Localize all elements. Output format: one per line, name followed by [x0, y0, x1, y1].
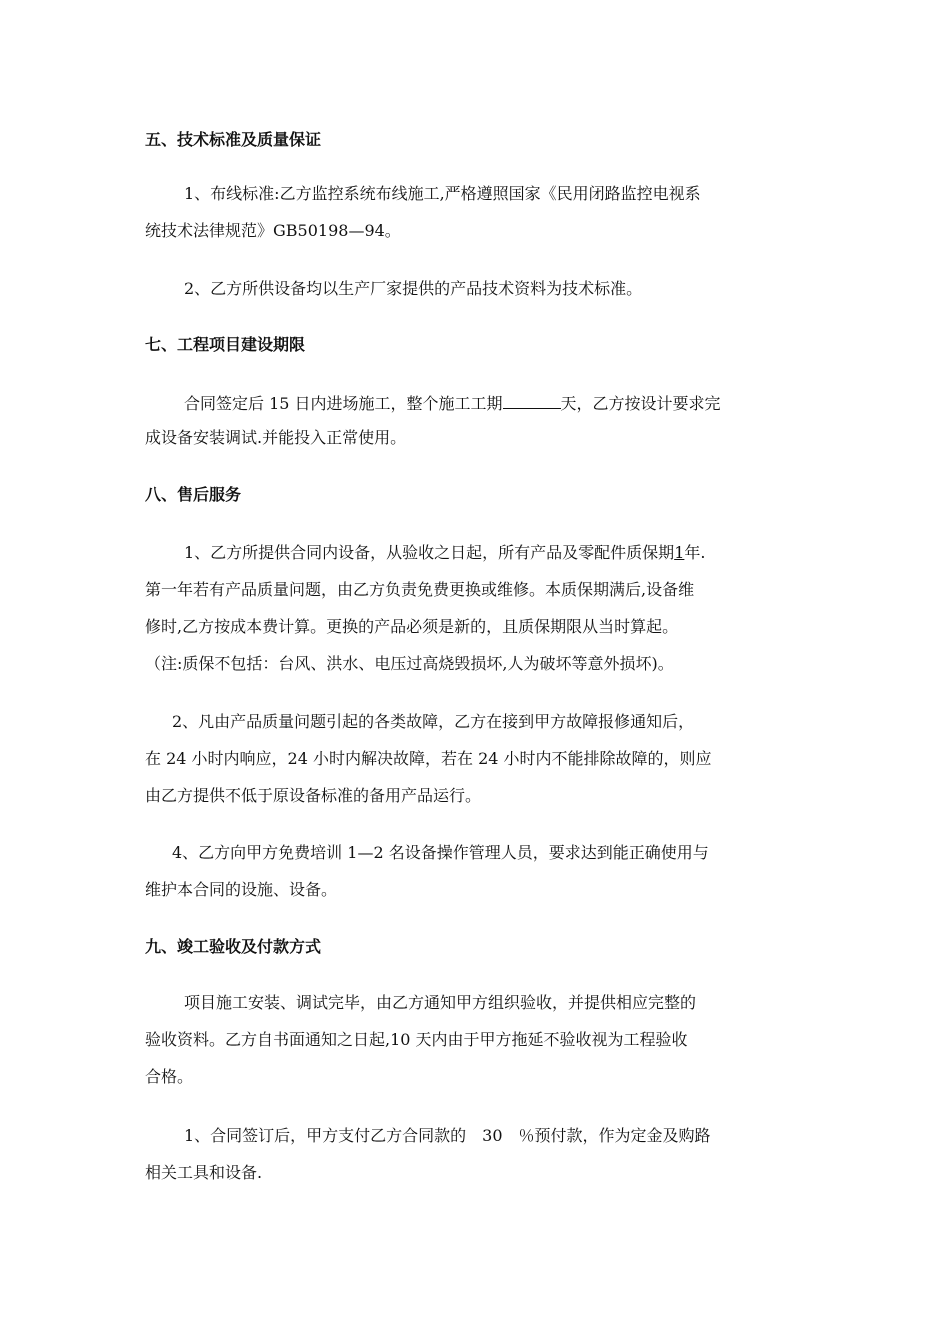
- line-text: 年.: [684, 543, 706, 562]
- paragraph-line: 项目施工安装、调试完毕，由乙方通知甲方组织验收，并提供相应完整的: [184, 993, 697, 1012]
- paragraph-line: 合格。: [145, 1067, 194, 1086]
- section-heading-8: 八、售后服务: [145, 485, 242, 504]
- section-heading-7: 七、工程项目建设期限: [145, 335, 306, 354]
- paragraph-line: [184, 392, 721, 414]
- paragraph-line: 在 24 小时内响应，24 小时内解决故障，若在 24 小时内不能排除故障的，则应: [145, 749, 712, 768]
- line-text: 1、乙方所提供合同内设备，从验收之日起，所有产品及零配件质保期: [184, 543, 675, 562]
- paragraph-line: 统技术法律规范》GB50198—94。: [145, 221, 401, 240]
- paragraph-line: 1、合同签订后，甲方支付乙方合同款的 30 ％预付款，作为定金及购路: [184, 1126, 711, 1145]
- paragraph-line: 由乙方提供不低于原设备标准的备用产品运行。: [145, 786, 482, 805]
- section-heading-5: 五、技术标准及质量保证: [145, 130, 322, 149]
- section-heading-9: 九、竣工验收及付款方式: [145, 937, 322, 956]
- paragraph-line: 2、凡由产品质量问题引起的各类故障，乙方在接到甲方故障报修通知后，: [172, 712, 695, 731]
- line-text: 合同签定后 15 日内进场施工，整个施工工期: [184, 394, 503, 413]
- paragraph-line: 第一年若有产品质量问题，由乙方负责免费更换或维修。本质保期满后,设备维: [145, 580, 695, 599]
- paragraph-line: 成设备安装调试.并能投入正常使用。: [145, 428, 407, 447]
- paragraph-line: 验收资料。乙方自书面通知之日起,10 天内由于甲方拖延不验收视为工程验收: [145, 1030, 688, 1049]
- paragraph-line: [184, 543, 705, 563]
- paragraph-line: 4、乙方向甲方免费培训 1—2 名设备操作管理人员，要求达到能正确使用与: [172, 843, 709, 862]
- fill-in-blank: [503, 392, 561, 409]
- paragraph-line: （注:质保不包括：台风、洪水、电压过高烧毁损坏,人为破坏等意外损坏)。: [145, 654, 674, 673]
- paragraph-line: 修时,乙方按成本费计算。更换的产品必须是新的，且质保期限从当时算起。: [145, 617, 679, 636]
- paragraph-line: 相关工具和设备.: [145, 1163, 263, 1182]
- line-text: 天，乙方按设计要求完: [560, 394, 721, 413]
- paragraph-line: 维护本合同的设施、设备。: [145, 880, 338, 899]
- warranty-years: 1: [674, 543, 685, 562]
- paragraph-line: 1、布线标准:乙方监控系统布线施工,严格遵照国家《民用闭路监控电视系: [184, 184, 701, 203]
- paragraph-line: 2、乙方所供设备均以生产厂家提供的产品技术资料为技术标准。: [184, 279, 643, 298]
